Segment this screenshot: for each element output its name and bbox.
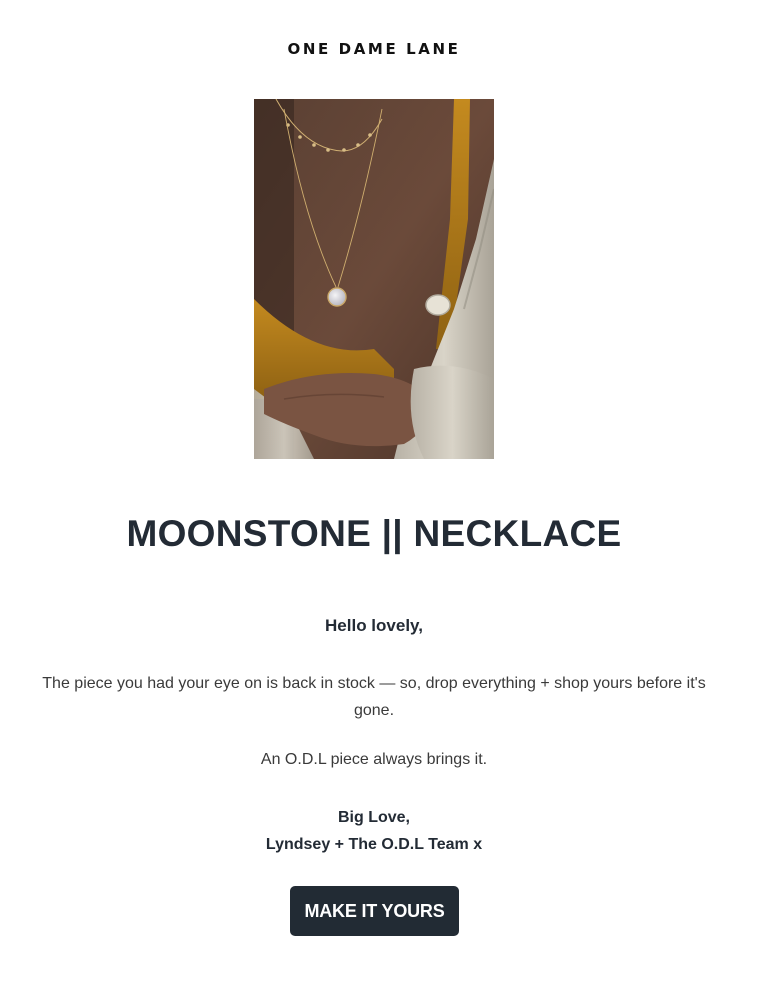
hero-image[interactable] (254, 99, 494, 459)
brand-logo[interactable]: ONE DAME LANE (287, 40, 461, 58)
greeting-text: Hello lovely, (325, 616, 423, 635)
tagline-text: An O.D.L piece always brings it. (260, 751, 488, 768)
body-paragraph: The piece you had your eye on is back in stock — so, drop everything + shop yours before it's gone. (42, 675, 706, 719)
signoff-line-1: Big Love, (337, 809, 410, 826)
hero-photo-illustration (254, 99, 494, 459)
signoff-line-2: Lyndsey + The O.D.L Team x (265, 836, 483, 853)
product-title: MOONSTONE || NECKLACE (126, 513, 622, 554)
signoff (0, 804, 748, 858)
make-it-yours-button[interactable]: MAKE IT YOURS (290, 886, 459, 936)
